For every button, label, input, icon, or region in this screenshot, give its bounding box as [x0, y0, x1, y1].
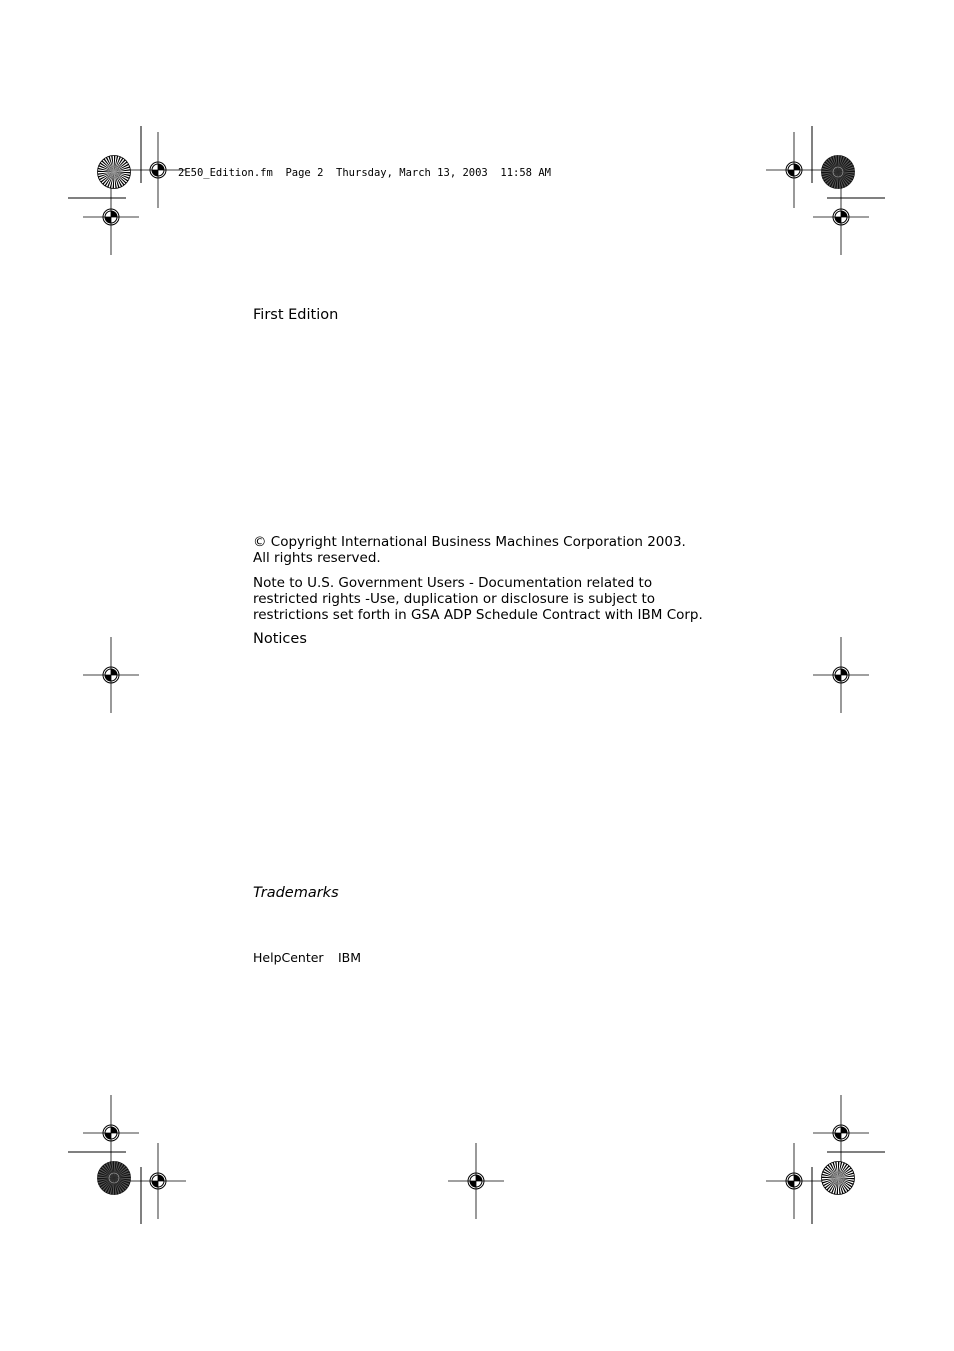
trademark-item: HelpCenter — [253, 950, 324, 965]
star-target-icon — [98, 1162, 131, 1195]
government-users-note: Note to U.S. Government Users - Documentation related to restricted rights -Use, duplication or disclosure is subject to restrictions set forth in GSA ADP Schedule Contract with IBM Corp. — [253, 575, 703, 623]
registration-mark-icon — [766, 132, 822, 208]
registration-mark-icon — [130, 1143, 186, 1219]
star-target-icon — [822, 156, 855, 189]
copyright-notice: © Copyright International Business Machines Corporation 2003. All rights reserved. — [253, 534, 686, 566]
registration-mark-icon — [766, 1143, 822, 1219]
file-slug-line: 2E50_Edition.fm Page 2 Thursday, March 13, 2003 11:58 AM — [178, 167, 551, 179]
star-target-icon — [822, 1162, 855, 1195]
registration-mark-icon — [448, 1143, 504, 1219]
crop-lines — [68, 126, 885, 1224]
registration-mark-icon — [813, 179, 869, 255]
star-target-icon — [98, 156, 131, 189]
registration-mark-icon — [813, 637, 869, 713]
edition-heading: First Edition — [253, 307, 339, 323]
trademarks-heading: Trademarks — [253, 885, 339, 901]
notices-heading: Notices — [253, 631, 307, 647]
registration-mark-icon — [83, 637, 139, 713]
registration-mark-icon — [813, 1095, 869, 1171]
registration-mark-icon — [83, 1095, 139, 1171]
trademark-item: IBM — [338, 950, 362, 965]
registration-mark-icon — [83, 179, 139, 255]
